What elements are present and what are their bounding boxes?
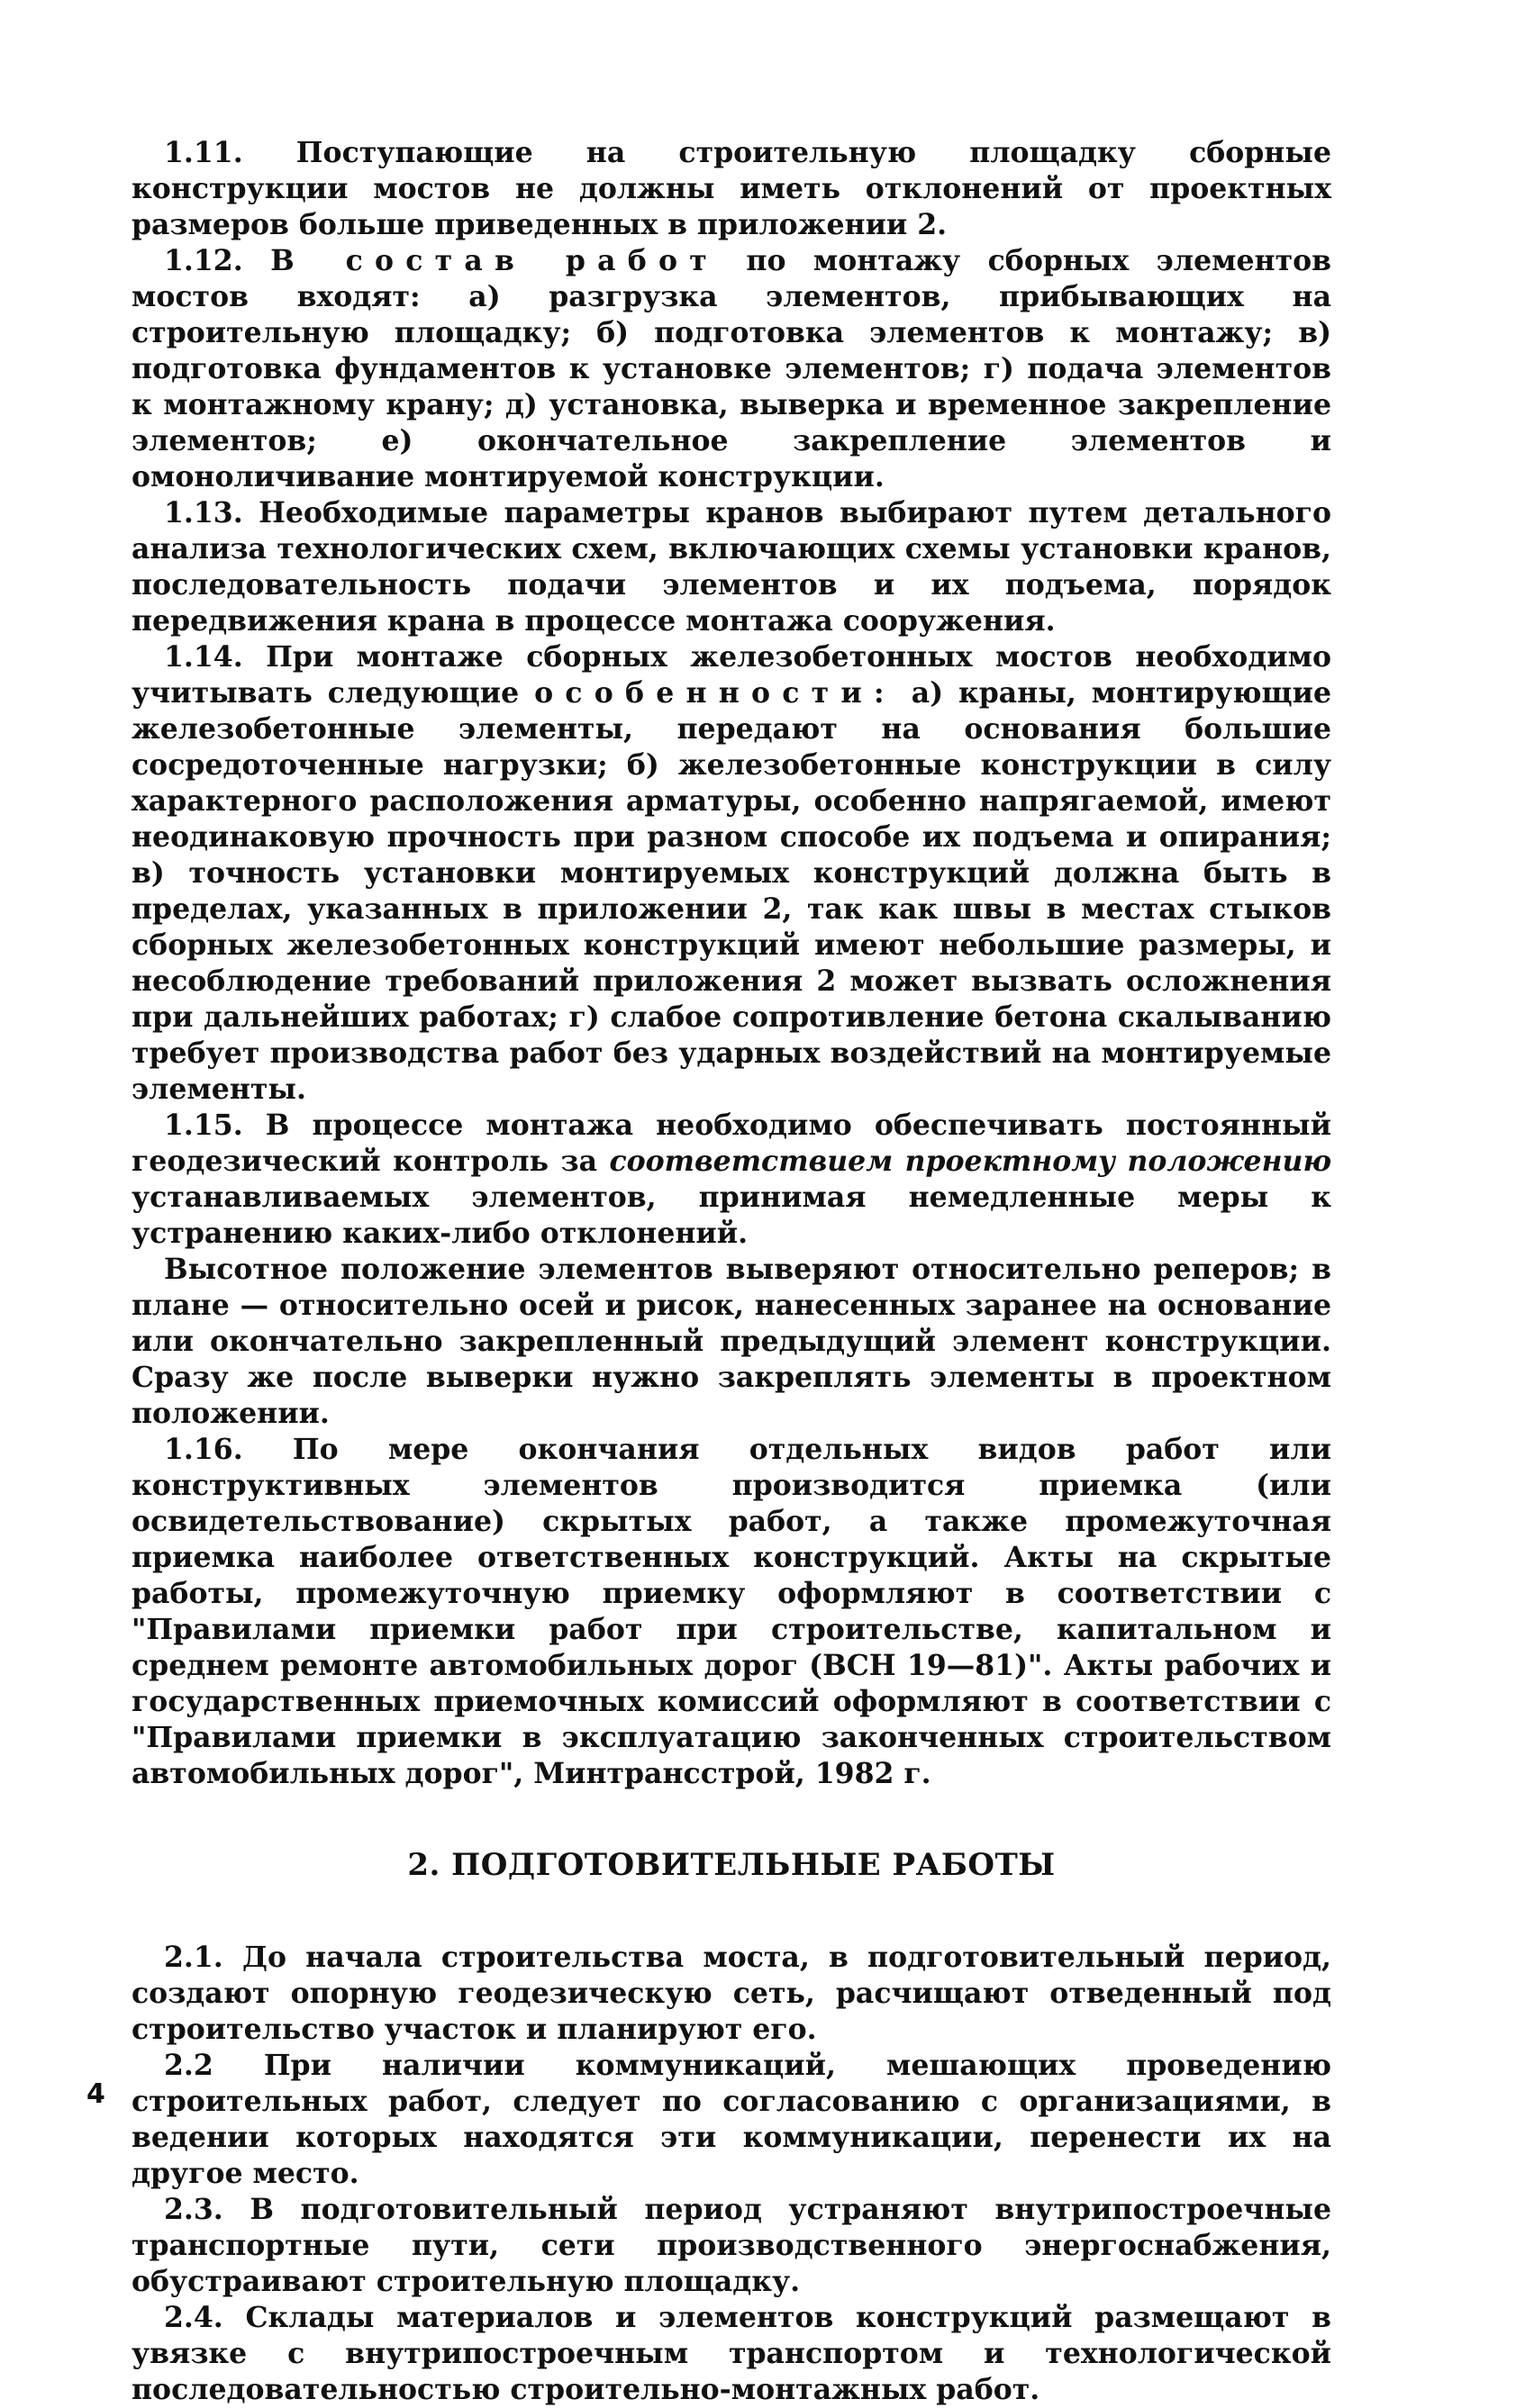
paragraph-text: а) краны, монтирующие железобетонные элементы, передают на основания большие сосредоточенные нагрузки; б) железобетонные конструкции в силу характерного расположения арматуры, особенно напрягаемой, имеют неодинаковую прочность при разном способе их подъема и опирания; в) точность установки монтируемых конструкций должна быть в пределах, указанных в приложении 2, так как швы в местах стыков сборных железобетонных конструкций имеют небольшие размеры, и несоблюдение требований приложения 2 может вызвать осложнения при дальнейших работах; г) слабое сопротивление бетона скалыванию требует производства работ без ударных воздействий на монтируемые элементы. (132, 676, 1331, 1106)
italic-emphasis: соответствием проектному положению (609, 1145, 1332, 1178)
paragraph-number: 1.12. (164, 244, 243, 277)
paragraph-1-15-continued: Высотное положение элементов выверяют относительно реперов; в плане — относительно осей и рисок, нанесенных заранее на основание или окончательно закрепленный предыдущий элемент конструкции. Сразу же после выверки нужно закреплять элементы в проектном положении. (132, 1253, 1331, 1430)
paragraph-2-1: 2.1. До начала строительства моста, в подготовительный период, создают опорную геодезическую сеть, расчищают отведенный под строительство участок и планируют его. (132, 1941, 1331, 2046)
spaced-emphasis: особенности: (534, 676, 896, 710)
paragraph-1-13: 1.13. Необходимые параметры кранов выбирают путем детального анализа технологических схем, включающих схемы установки кранов, последовательность подачи элементов и их подъема, порядок передвижения крана в процессе монтажа сооружения. (132, 496, 1331, 638)
paragraph-1-15 (132, 1108, 1331, 1252)
page-number: 4 (86, 2078, 105, 2110)
paragraph-2-2: 2.2 При наличии коммуникаций, мешающих проведению строительных работ, следует по согласованию с организациями, в ведении которых находятся эти коммуникации, перенести их на другое место. (132, 2049, 1331, 2190)
section-heading: 2. ПОДГОТОВИТЕЛЬНЫЕ РАБОТЫ (407, 1847, 1056, 1883)
spaced-emphasis: В состав работ (270, 244, 719, 277)
page-content (132, 135, 1331, 2408)
paragraph-2-4: 2.4. Склады материалов и элементов конструкций размещают в увязке с внутрипостроечным транспортом и технологической последовательностью строительно-монтажных работ. (132, 2301, 1331, 2406)
paragraph-1-14 (132, 639, 1331, 1108)
paragraph-1-11: 1.11. Поступающие на строительную площадку сборные конструкции мостов не должны иметь отклонений от проектных размеров больше приведенных в приложении 2. (132, 136, 1331, 241)
paragraph-text: по монтажу сборных элементов мостов входят: а) разгрузка элементов, прибывающих на строительную площадку; б) подготовка элементов к монтажу; в) подготовка фундаментов к установке элементов; г) подача элементов к монтажному крану; д) установка, выверка и временное закрепление элементов; е) окончательное закрепление элементов и омоноличивание монтируемой конструкции. (132, 244, 1331, 493)
paragraph-text: устанавливаемых элементов, принимая немедленные меры к устранению каких-либо отклонений. (132, 1181, 1331, 1250)
paragraph-1-12 (132, 243, 1331, 495)
paragraph-2-3: 2.3. В подготовительный период устраняют внутрипостроечные транспортные пути, сети производственного энергоснабжения, обустраивают строительную площадку. (132, 2193, 1331, 2298)
paragraph-1-16: 1.16. По мере окончания отдельных видов работ или конструктивных элементов производится приемка (или освидетельствование) скрытых работ, а также промежуточная приемка наиболее ответственных конструкций. Акты на скрытые работы, промежуточную приемку оформляют в соответствии с "Правилами приемки работ при строительстве, капитальном и среднем ремонте автомобильных дорог (ВСН 19—81)". Акты рабочих и государственных приемочных комиссий оформляют в соответствии с "Правилами приемки в эксплуатацию законченных строительством автомобильных дорог", Минтрансстрой, 1982 г. (132, 1433, 1331, 1790)
paragraph-text: 1.15. В процессе монтажа необходимо обеспечивать постоянный геодезический контроль за (132, 1109, 1331, 1178)
paragraph-text: 1.14. При монтаже сборных железобетонных мостов необходимо учитывать следующие (132, 640, 1331, 710)
